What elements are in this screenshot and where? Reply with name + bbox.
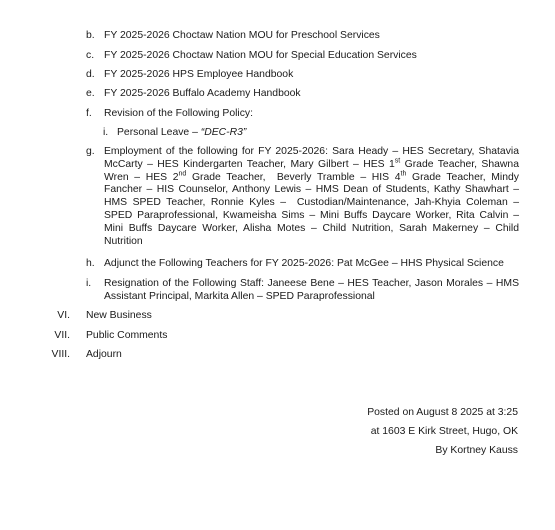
posting-date: Posted on August 8 2025 at 3:25 xyxy=(367,407,518,418)
item-marker: c. xyxy=(86,50,95,61)
employment-list xyxy=(104,146,519,248)
item-text: Adjunct the Following Teachers for FY 2025-2026: Pat McGee – HHS Physical Science xyxy=(104,258,504,269)
policy-code: “DEC-R3” xyxy=(200,127,247,138)
employment-line-2: McCarty – HES Kindergarten Teacher, Mary Gilbert – HES 1st Grade Teacher, Shawna xyxy=(104,157,519,170)
subitem-marker: i. xyxy=(103,127,109,138)
resignation-line-2: Assistant Principal, Markita Allen – SPED Paraprofessional xyxy=(104,290,375,302)
employment-line-5: HMS SPED Teacher, Ronnie Kyles – Custodian/Maintenance, Jah-Khyia Coleman – xyxy=(104,197,519,209)
posting-location: at 1603 E Kirk Street, Hugo, OK xyxy=(370,426,518,437)
subitem-text xyxy=(117,127,246,140)
item-text: FY 2025-2026 Choctaw Nation MOU for Special Education Services xyxy=(104,50,417,61)
resignation-line-1: Resignation of the Following Staff: Janeese Bene – HES Teacher, Jason Morales – HMS xyxy=(104,278,519,289)
item-marker: g. xyxy=(86,146,95,157)
posted-by: By Kortney Kauss xyxy=(435,445,518,456)
item-marker: i. xyxy=(86,278,92,289)
employment-line-6: SPED Paraprofessional, Kwameisha Sims – Mini Buffs Daycare Worker, Rita Calvin – xyxy=(104,209,519,221)
section-marker: VIII. xyxy=(51,349,70,360)
section-title: Public Comments xyxy=(86,330,168,341)
section-marker: VII. xyxy=(54,330,70,341)
item-marker: e. xyxy=(86,88,95,99)
item-text: FY 2025-2026 HPS Employee Handbook xyxy=(104,69,294,80)
section-title: New Business xyxy=(86,310,152,321)
policy-name: Personal Leave – xyxy=(117,127,201,138)
item-marker: h. xyxy=(86,258,95,269)
item-marker: f. xyxy=(86,108,92,119)
employment-line-7: Mini Buffs Daycare Worker, Alisha Motes – Child Nutrition, Sarah Makerney – Child xyxy=(104,222,519,234)
item-text: Revision of the Following Policy: xyxy=(104,108,254,119)
resignation-list xyxy=(104,278,519,304)
item-text: FY 2025-2026 Choctaw Nation MOU for Preschool Services xyxy=(104,30,380,41)
item-marker: b. xyxy=(86,30,95,41)
employment-line-4: Fancher – HIS Counselor, Anthony Lewis – HMS Dean of Students, Kathy Shawhart – xyxy=(104,184,519,196)
employment-line-3: Wren – HES 2nd Grade Teacher, Beverly Tramble – HIS 4th Grade Teacher, Mindy xyxy=(104,170,519,183)
item-text: FY 2025-2026 Buffalo Academy Handbook xyxy=(104,88,301,99)
section-title: Adjourn xyxy=(86,349,122,360)
employment-line-8: Nutrition xyxy=(104,235,143,247)
section-marker: VI. xyxy=(57,310,70,321)
item-marker: d. xyxy=(86,69,95,80)
employment-line-1: Employment of the following for FY 2025-2026: Sara Heady – HES Secretary, Shatavia xyxy=(104,146,519,157)
